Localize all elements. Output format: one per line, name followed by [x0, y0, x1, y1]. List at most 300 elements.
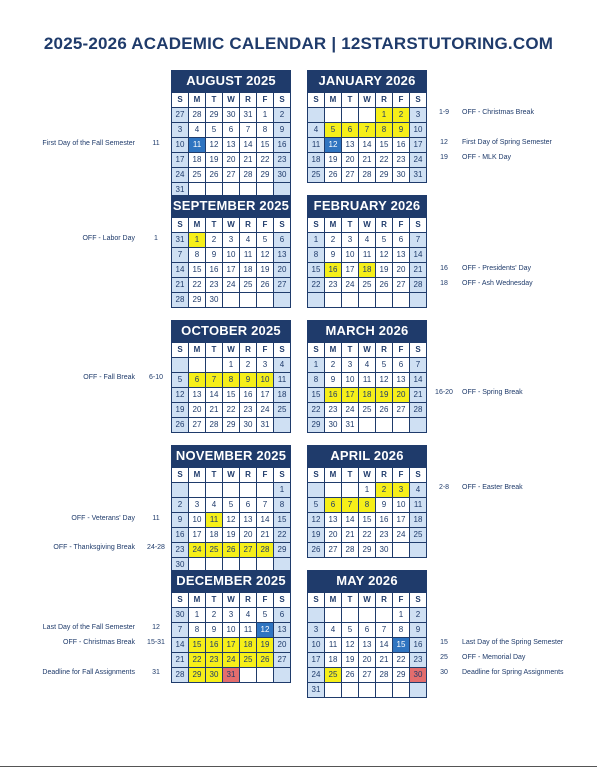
right-note: OFF - Presidents' Day: [462, 265, 532, 272]
weekday-header: R: [240, 93, 257, 108]
day-cell: 9: [206, 623, 223, 638]
day-cell: [206, 358, 223, 373]
day-cell: 20: [189, 403, 206, 418]
day-cell: 4: [325, 623, 342, 638]
day-cell: 23: [172, 543, 189, 558]
day-cell: [189, 483, 206, 498]
day-cell: 29: [189, 668, 206, 683]
month-title: OCTOBER 2025: [171, 320, 291, 342]
day-cell: 21: [410, 263, 427, 278]
day-cell: 12: [308, 513, 325, 528]
day-cell: 20: [342, 153, 359, 168]
weekday-header: F: [393, 593, 410, 608]
day-cell: 15: [257, 138, 274, 153]
day-cell: 24: [393, 528, 410, 543]
day-cell: 15: [189, 638, 206, 653]
day-cell: 2: [376, 483, 393, 498]
day-cell: 5: [223, 498, 240, 513]
month-grid: [171, 592, 291, 683]
day-cell: 18: [274, 388, 291, 403]
day-cell: 24: [308, 668, 325, 683]
day-cell: 3: [189, 498, 206, 513]
day-cell: 21: [206, 403, 223, 418]
note-date: 15-31: [147, 639, 165, 646]
month-title: AUGUST 2025: [171, 70, 291, 92]
day-cell: 6: [393, 233, 410, 248]
weekday-header: S: [410, 93, 427, 108]
day-cell: 1: [223, 358, 240, 373]
weekday-header: T: [342, 343, 359, 358]
note-date: 11: [152, 515, 160, 522]
day-cell: 2: [325, 233, 342, 248]
day-cell: 15: [274, 513, 291, 528]
weekday-header: M: [189, 468, 206, 483]
day-cell: 18: [240, 638, 257, 653]
day-cell: [342, 108, 359, 123]
day-cell: 23: [393, 153, 410, 168]
day-cell: 3: [308, 623, 325, 638]
day-cell: 24: [410, 153, 427, 168]
weekday-header: M: [189, 593, 206, 608]
day-cell: 10: [342, 248, 359, 263]
day-cell: 9: [172, 513, 189, 528]
day-cell: 7: [376, 623, 393, 638]
month-grid: [307, 92, 427, 183]
note-text: OFF - Thanksgiving Break: [53, 544, 135, 551]
note-date: 15: [440, 639, 448, 646]
day-cell: 8: [189, 248, 206, 263]
weekday-header: R: [376, 218, 393, 233]
weekday-header: S: [274, 93, 291, 108]
day-cell: 4: [308, 123, 325, 138]
note-date: 31: [152, 669, 160, 676]
day-cell: 26: [325, 168, 342, 183]
day-cell: 30: [325, 418, 342, 433]
note-date: 1-9: [438, 109, 450, 116]
day-cell: 19: [257, 263, 274, 278]
day-cell: 26: [206, 168, 223, 183]
day-cell: 24: [342, 403, 359, 418]
weekday-header: M: [189, 343, 206, 358]
day-cell: 17: [223, 263, 240, 278]
right-note: OFF - Christmas Break: [462, 109, 534, 116]
day-cell: [240, 668, 257, 683]
day-cell: 11: [308, 138, 325, 153]
day-cell: 30: [172, 608, 189, 623]
day-cell: 24: [223, 653, 240, 668]
day-cell: 22: [308, 278, 325, 293]
weekday-header: F: [257, 593, 274, 608]
day-cell: [359, 108, 376, 123]
weekday-header: S: [274, 593, 291, 608]
day-cell: 22: [393, 653, 410, 668]
right-note: Last Day of the Spring Semester: [462, 639, 564, 646]
day-cell: [325, 293, 342, 308]
weekday-header: S: [172, 593, 189, 608]
day-cell: 30: [274, 168, 291, 183]
day-cell: 29: [393, 668, 410, 683]
day-cell: 23: [376, 528, 393, 543]
month-august-2025: [171, 70, 291, 198]
day-cell: 12: [206, 138, 223, 153]
day-cell: 16: [410, 638, 427, 653]
day-cell: 22: [308, 403, 325, 418]
month-title: SEPTEMBER 2025: [171, 195, 291, 217]
day-cell: 3: [393, 483, 410, 498]
day-cell: 2: [393, 108, 410, 123]
day-cell: 19: [257, 638, 274, 653]
day-cell: 27: [240, 543, 257, 558]
day-cell: 5: [325, 123, 342, 138]
note-text: First Day of the Fall Semester: [42, 140, 135, 147]
day-cell: [410, 683, 427, 698]
day-cell: [308, 483, 325, 498]
day-cell: 7: [410, 233, 427, 248]
day-cell: 16: [393, 138, 410, 153]
day-cell: 17: [308, 653, 325, 668]
day-cell: 6: [274, 233, 291, 248]
day-cell: 5: [206, 123, 223, 138]
day-cell: 3: [257, 358, 274, 373]
day-cell: 9: [240, 373, 257, 388]
left-note: [63, 639, 135, 646]
day-cell: [376, 683, 393, 698]
day-cell: 10: [223, 623, 240, 638]
day-cell: 29: [206, 108, 223, 123]
day-cell: 1: [189, 608, 206, 623]
note-text: OFF - Veterans' Day: [71, 515, 135, 522]
day-cell: [172, 358, 189, 373]
day-cell: 15: [223, 388, 240, 403]
day-cell: 27: [393, 278, 410, 293]
day-cell: [376, 418, 393, 433]
weekday-header: F: [257, 218, 274, 233]
day-cell: 12: [257, 248, 274, 263]
month-grid: [307, 217, 427, 308]
day-cell: 20: [325, 528, 342, 543]
day-cell: [240, 483, 257, 498]
day-cell: 6: [393, 358, 410, 373]
month-october-2025: [171, 320, 291, 433]
day-cell: [393, 293, 410, 308]
note-date: 11: [152, 140, 160, 147]
day-cell: [342, 683, 359, 698]
day-cell: 17: [172, 153, 189, 168]
day-cell: 2: [325, 358, 342, 373]
month-grid: [171, 342, 291, 433]
left-note: [71, 515, 135, 522]
weekday-header: T: [206, 468, 223, 483]
day-cell: [342, 483, 359, 498]
day-cell: 14: [172, 638, 189, 653]
day-cell: 27: [325, 543, 342, 558]
day-cell: 17: [189, 528, 206, 543]
day-cell: 14: [342, 513, 359, 528]
day-cell: 13: [342, 138, 359, 153]
weekday-header: R: [376, 468, 393, 483]
day-cell: 2: [240, 358, 257, 373]
day-cell: 20: [274, 638, 291, 653]
day-cell: 31: [342, 418, 359, 433]
day-cell: 19: [308, 528, 325, 543]
day-cell: 5: [172, 373, 189, 388]
weekday-header: F: [257, 343, 274, 358]
day-cell: [223, 483, 240, 498]
weekday-header: R: [240, 218, 257, 233]
left-note: [53, 544, 135, 551]
day-cell: 1: [376, 108, 393, 123]
day-cell: [206, 483, 223, 498]
day-cell: 18: [359, 263, 376, 278]
day-cell: 19: [376, 263, 393, 278]
day-cell: 26: [308, 543, 325, 558]
day-cell: 29: [359, 543, 376, 558]
page-title: 2025-2026 ACADEMIC CALENDAR | 12STARSTUTORING.COM: [43, 34, 554, 53]
weekday-header: S: [308, 468, 325, 483]
weekday-header: T: [206, 93, 223, 108]
day-cell: 28: [206, 418, 223, 433]
day-cell: 5: [376, 233, 393, 248]
weekday-header: S: [172, 218, 189, 233]
day-cell: 13: [393, 248, 410, 263]
day-cell: 16: [376, 513, 393, 528]
month-title: APRIL 2026: [307, 445, 427, 467]
day-cell: 12: [172, 388, 189, 403]
weekday-header: S: [172, 468, 189, 483]
note-date: 2-8: [438, 484, 450, 491]
day-cell: 7: [257, 498, 274, 513]
day-cell: 18: [359, 388, 376, 403]
day-cell: 30: [240, 418, 257, 433]
day-cell: 16: [240, 388, 257, 403]
day-cell: 28: [172, 668, 189, 683]
weekday-header: S: [410, 218, 427, 233]
day-cell: 14: [410, 373, 427, 388]
day-cell: [325, 108, 342, 123]
day-cell: 15: [189, 263, 206, 278]
day-cell: 26: [257, 278, 274, 293]
day-cell: [376, 608, 393, 623]
day-cell: 11: [359, 248, 376, 263]
day-cell: 10: [257, 373, 274, 388]
day-cell: 10: [342, 373, 359, 388]
day-cell: 4: [240, 233, 257, 248]
day-cell: 22: [189, 278, 206, 293]
day-cell: 27: [189, 418, 206, 433]
right-note: OFF - Memorial Day: [462, 654, 526, 661]
day-cell: 10: [172, 138, 189, 153]
weekday-header: R: [376, 343, 393, 358]
day-cell: [308, 608, 325, 623]
day-cell: 7: [410, 358, 427, 373]
weekday-header: R: [240, 468, 257, 483]
day-cell: 26: [172, 418, 189, 433]
day-cell: 18: [240, 263, 257, 278]
day-cell: 6: [359, 623, 376, 638]
day-cell: 15: [376, 138, 393, 153]
day-cell: 4: [240, 608, 257, 623]
day-cell: 26: [376, 278, 393, 293]
day-cell: 19: [206, 153, 223, 168]
weekday-header: T: [342, 468, 359, 483]
weekday-header: S: [274, 468, 291, 483]
day-cell: 14: [240, 138, 257, 153]
day-cell: 6: [189, 373, 206, 388]
day-cell: 21: [240, 153, 257, 168]
day-cell: 13: [274, 248, 291, 263]
day-cell: 21: [359, 153, 376, 168]
day-cell: 17: [342, 263, 359, 278]
day-cell: 5: [257, 608, 274, 623]
day-cell: 28: [240, 168, 257, 183]
day-cell: 7: [172, 248, 189, 263]
day-cell: 3: [172, 123, 189, 138]
day-cell: 23: [274, 153, 291, 168]
day-cell: 21: [172, 653, 189, 668]
note-text: OFF - Labor Day: [82, 235, 135, 242]
day-cell: 13: [240, 513, 257, 528]
weekday-header: T: [342, 93, 359, 108]
day-cell: 22: [359, 528, 376, 543]
day-cell: [257, 668, 274, 683]
day-cell: 16: [206, 263, 223, 278]
weekday-header: W: [359, 593, 376, 608]
weekday-header: R: [240, 593, 257, 608]
day-cell: 1: [189, 233, 206, 248]
day-cell: [257, 293, 274, 308]
day-cell: [240, 293, 257, 308]
day-cell: [410, 543, 427, 558]
day-cell: 10: [393, 498, 410, 513]
weekday-header: M: [189, 218, 206, 233]
day-cell: 28: [257, 543, 274, 558]
day-cell: [189, 358, 206, 373]
weekday-header: T: [206, 218, 223, 233]
month-title: MAY 2026: [307, 570, 427, 592]
weekday-header: T: [206, 593, 223, 608]
day-cell: 28: [410, 278, 427, 293]
day-cell: 12: [257, 623, 274, 638]
note-date: 6-10: [148, 374, 163, 381]
day-cell: 1: [274, 483, 291, 498]
weekday-header: W: [359, 468, 376, 483]
month-grid: [171, 467, 291, 573]
day-cell: 23: [325, 403, 342, 418]
day-cell: 28: [376, 668, 393, 683]
weekday-header: S: [274, 218, 291, 233]
day-cell: 26: [376, 403, 393, 418]
day-cell: 4: [274, 358, 291, 373]
day-cell: 29: [308, 418, 325, 433]
day-cell: 15: [308, 388, 325, 403]
day-cell: [325, 608, 342, 623]
day-cell: 9: [325, 248, 342, 263]
weekday-header: T: [206, 343, 223, 358]
day-cell: 14: [206, 388, 223, 403]
day-cell: 22: [257, 153, 274, 168]
day-cell: 18: [308, 153, 325, 168]
day-cell: 17: [393, 513, 410, 528]
day-cell: 4: [206, 498, 223, 513]
day-cell: 21: [342, 528, 359, 543]
month-title: NOVEMBER 2025: [171, 445, 291, 467]
note-date: 24-28: [147, 544, 165, 551]
day-cell: 5: [342, 623, 359, 638]
day-cell: [393, 418, 410, 433]
day-cell: 30: [376, 543, 393, 558]
day-cell: 11: [240, 248, 257, 263]
weekday-header: S: [308, 343, 325, 358]
right-note: Deadline for Spring Assignments: [462, 669, 564, 676]
day-cell: 28: [342, 543, 359, 558]
day-cell: 31: [172, 183, 189, 198]
day-cell: 30: [172, 558, 189, 573]
day-cell: 8: [393, 623, 410, 638]
day-cell: 11: [240, 623, 257, 638]
month-march-2026: [307, 320, 427, 433]
day-cell: 22: [189, 653, 206, 668]
month-title: MARCH 2026: [307, 320, 427, 342]
day-cell: 28: [189, 108, 206, 123]
day-cell: 16: [325, 263, 342, 278]
weekday-header: M: [325, 93, 342, 108]
day-cell: 13: [325, 513, 342, 528]
day-cell: 28: [172, 293, 189, 308]
day-cell: 31: [410, 168, 427, 183]
day-cell: [393, 543, 410, 558]
day-cell: [410, 418, 427, 433]
day-cell: 21: [257, 528, 274, 543]
day-cell: 20: [393, 388, 410, 403]
day-cell: 8: [274, 498, 291, 513]
day-cell: 25: [359, 278, 376, 293]
day-cell: 9: [393, 123, 410, 138]
note-date: 12: [152, 624, 160, 631]
day-cell: 1: [308, 233, 325, 248]
day-cell: 22: [376, 153, 393, 168]
day-cell: [172, 483, 189, 498]
weekday-header: S: [308, 218, 325, 233]
day-cell: 26: [342, 668, 359, 683]
weekday-header: R: [376, 93, 393, 108]
day-cell: 24: [342, 278, 359, 293]
month-december-2025: [171, 570, 291, 683]
day-cell: 14: [410, 248, 427, 263]
day-cell: 27: [274, 278, 291, 293]
day-cell: 7: [172, 623, 189, 638]
day-cell: 27: [393, 403, 410, 418]
day-cell: 7: [342, 498, 359, 513]
day-cell: 2: [172, 498, 189, 513]
day-cell: 16: [172, 528, 189, 543]
day-cell: 20: [393, 263, 410, 278]
day-cell: [257, 483, 274, 498]
day-cell: 15: [308, 263, 325, 278]
day-cell: 17: [257, 388, 274, 403]
day-cell: 14: [257, 513, 274, 528]
day-cell: 13: [189, 388, 206, 403]
day-cell: 2: [206, 608, 223, 623]
day-cell: 27: [342, 168, 359, 183]
weekday-header: M: [325, 593, 342, 608]
day-cell: 2: [274, 108, 291, 123]
month-january-2026: [307, 70, 427, 183]
weekday-header: F: [393, 218, 410, 233]
day-cell: 25: [189, 168, 206, 183]
day-cell: 7: [359, 123, 376, 138]
day-cell: [342, 293, 359, 308]
day-cell: 31: [223, 668, 240, 683]
